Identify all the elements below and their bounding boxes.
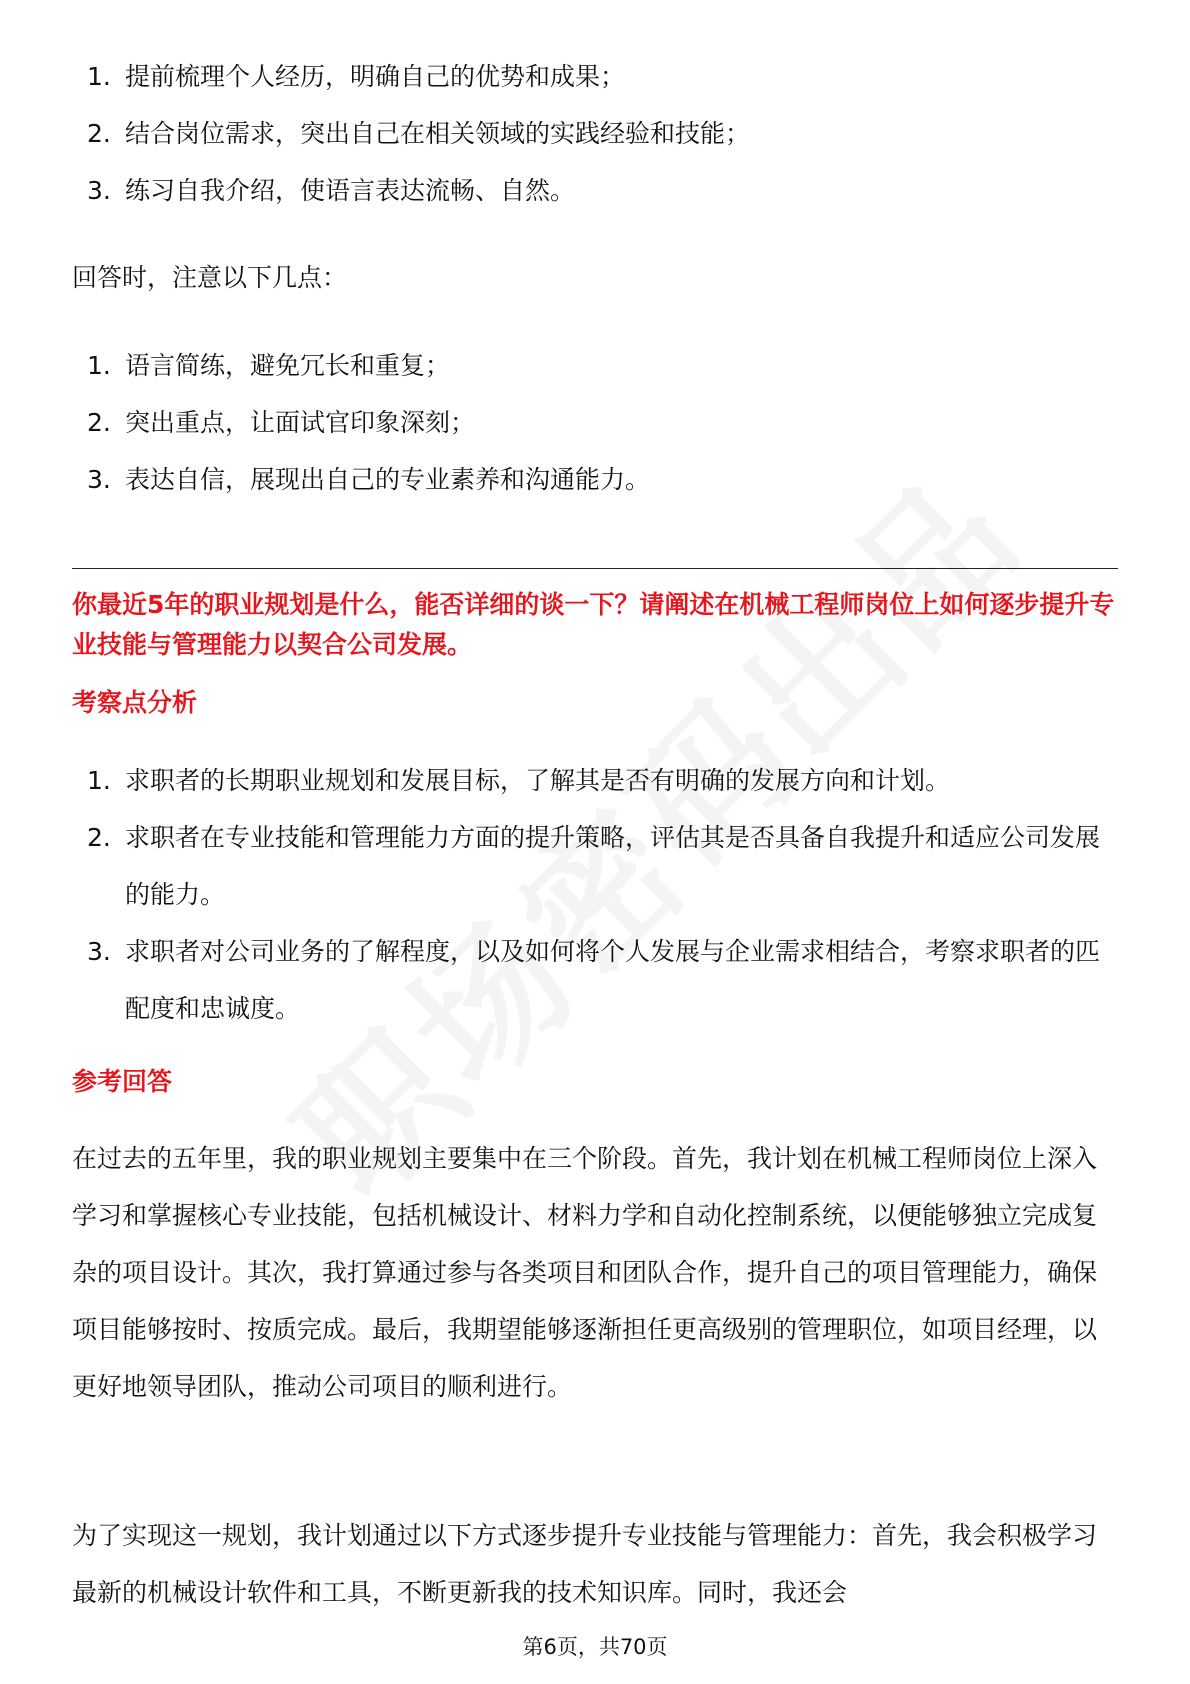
list-item-text: 求职者的长期职业规划和发展目标，了解其是否有明确的发展方向和计划。 — [125, 766, 951, 795]
answer-paragraph: 为了实现这一规划，我计划通过以下方式逐步提升专业技能与管理能力：首先，我会积极学习最新的机械设计软件和工具，不断更新我的技术知识库。同时，我还会 — [72, 1521, 1098, 1607]
question-heading: 你最近5年的职业规划是什么，能否详细的谈一下？请阐述在机械工程师岗位上如何逐步提升专业技能与管理能力以契合公司发展。 — [72, 590, 1115, 659]
list-item-number: 2. — [87, 119, 111, 148]
list-item-text: 提前梳理个人经历，明确自己的优势和成果； — [125, 62, 626, 91]
list-item-text: 结合岗位需求，突出自己在相关领域的实践经验和技能； — [125, 119, 751, 148]
list-item — [0, 451, 1190, 508]
list-item-text: 语言简练，避免冗长和重复； — [125, 351, 451, 380]
section-divider — [72, 568, 1118, 569]
points-intro: 回答时，注意以下几点： — [72, 263, 348, 292]
list-item-number: 3. — [87, 176, 111, 205]
list-item-number: 1. — [87, 766, 111, 795]
list-item — [0, 337, 1190, 394]
list-item-number: 3. — [87, 465, 111, 494]
page-number-footer: 第6页，共70页 — [522, 1635, 668, 1659]
list-item — [0, 105, 1190, 162]
list-item-number: 1. — [87, 62, 111, 91]
list-item — [0, 162, 1190, 219]
list-item — [0, 809, 1190, 923]
list-item-text: 突出重点，让面试官印象深刻； — [125, 408, 476, 437]
list-item-number: 3. — [87, 937, 111, 966]
list-answer-points — [0, 337, 1190, 508]
list-item — [0, 923, 1190, 1037]
list-item-text: 表达自信，展现出自己的专业素养和沟通能力。 — [125, 465, 651, 494]
list-item — [0, 752, 1190, 809]
list-item-number: 1. — [87, 351, 111, 380]
analysis-title: 考察点分析 — [72, 688, 198, 717]
list-item — [0, 394, 1190, 451]
list-item-text: 求职者在专业技能和管理能力方面的提升策略，评估其是否具备自我提升和适应公司发展的能力。 — [125, 823, 1101, 909]
list-analysis — [0, 752, 1190, 1037]
list-item-number: 2. — [87, 408, 111, 437]
list-item-text: 求职者对公司业务的了解程度，以及如何将个人发展与企业需求相结合，考察求职者的匹配度和忠诚度。 — [125, 937, 1101, 1023]
answer-title: 参考回答 — [72, 1067, 173, 1096]
list-preparation — [0, 48, 1190, 219]
list-item — [0, 48, 1190, 105]
list-item-text: 练习自我介绍，使语言表达流畅、自然。 — [125, 176, 576, 205]
list-item-number: 2. — [87, 823, 111, 852]
answer-paragraph: 在过去的五年里，我的职业规划主要集中在三个阶段。首先，我计划在机械工程师岗位上深入学习和掌握核心专业技能，包括机械设计、材料力学和自动化控制系统，以便能够独立完成复杂的项目设计。其次，我打算通过参与各类项目和团队合作，提升自己的项目管理能力，确保项目能够按时、按质完成。最后，我期望能够逐渐担任更高级别的管理职位，如项目经理，以更好地领导团队，推动公司项目的顺利进行。 — [72, 1144, 1098, 1401]
